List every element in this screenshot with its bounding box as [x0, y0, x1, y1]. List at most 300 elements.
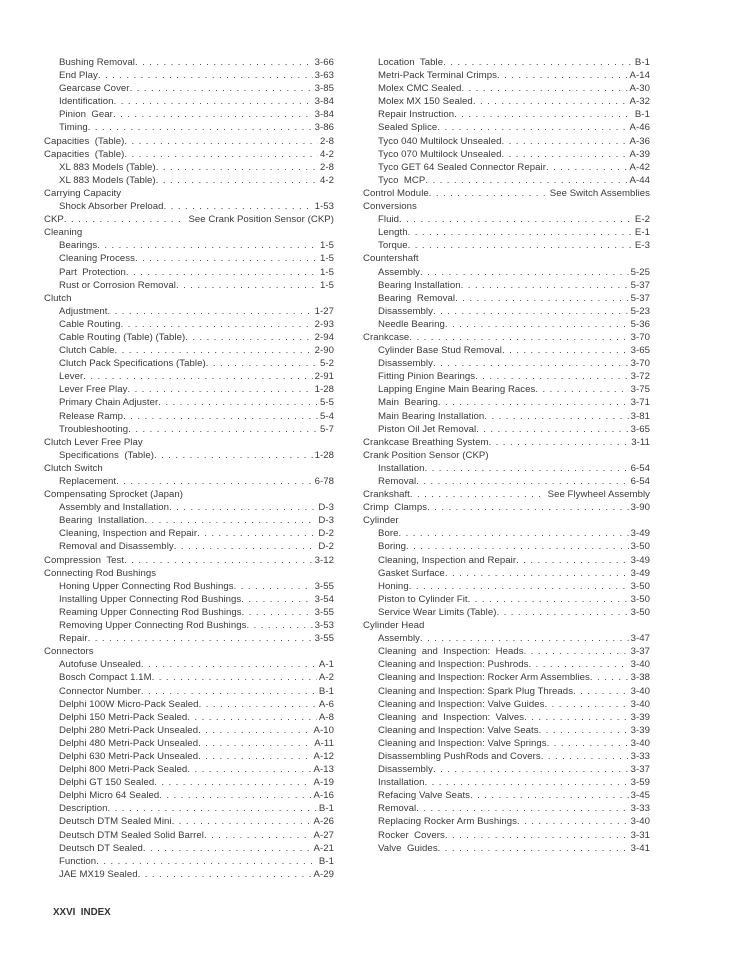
entry-page: A-29	[313, 868, 334, 880]
entry-page: 3-70	[630, 331, 650, 343]
dot-leader	[130, 83, 313, 94]
index-entry	[363, 345, 650, 358]
entry-label: Piston Oil Jet Removal	[378, 423, 477, 435]
index-entry	[44, 411, 334, 424]
dot-leader	[128, 424, 318, 435]
index-entry	[363, 83, 650, 96]
entry-label: Main Bearing Installation	[378, 410, 485, 422]
entry-label: Torque	[378, 240, 408, 252]
dot-leader	[198, 725, 311, 736]
entry-label: Crankcase Breathing System	[363, 436, 489, 448]
index-entry	[363, 358, 650, 371]
dot-leader	[476, 424, 628, 435]
entry-page: 3-37	[630, 646, 650, 658]
entry-page: 3-39	[630, 711, 650, 723]
index-entry	[363, 319, 650, 332]
entry-label: Rust or Corrosion Removal	[59, 279, 176, 291]
entry-page: See Flywheel Assembly	[547, 489, 650, 501]
entry-page: B-1	[318, 803, 334, 815]
dot-leader	[154, 450, 313, 461]
dot-leader	[437, 122, 627, 133]
dot-leader	[199, 699, 317, 710]
entry-label: Molex MX 150 Sealed	[378, 96, 473, 108]
entry-page: 2-93	[314, 318, 334, 330]
index-entry	[363, 437, 650, 450]
dot-leader	[120, 319, 312, 330]
index-entry	[44, 738, 334, 751]
entry-label: Cleaning and Inspection: Valve Guides	[378, 698, 545, 710]
entry-page: 3-38	[630, 672, 650, 684]
index-entry	[363, 712, 650, 725]
dot-leader	[169, 502, 316, 513]
entry-label: Bosch Compact 1.1M	[59, 672, 152, 684]
dot-leader	[127, 384, 312, 395]
dot-leader	[114, 96, 313, 107]
dot-leader	[409, 332, 628, 343]
index-entry	[44, 358, 334, 371]
entry-label: Clutch Pack Specifications (Table)	[59, 358, 206, 370]
index-entry	[44, 240, 334, 253]
dot-leader	[590, 672, 629, 683]
dot-leader	[425, 175, 627, 186]
dot-leader	[176, 280, 318, 291]
entry-label: Deutsch DTM Sealed Mini	[59, 816, 172, 828]
dot-leader	[501, 136, 627, 147]
index-entry	[363, 332, 650, 345]
index-entry	[363, 136, 650, 149]
entry-page: 3-33	[630, 750, 650, 762]
dot-leader	[187, 712, 317, 723]
dot-leader	[143, 843, 312, 854]
dot-leader	[445, 319, 629, 330]
entry-label: Reaming Upper Connecting Rod Bushings	[59, 606, 242, 618]
entry-label: Delphi 150 Metri-Pack Sealed	[59, 711, 188, 723]
index-entry	[44, 437, 334, 450]
entry-label: Function	[59, 855, 97, 867]
entry-page: 3-66	[314, 57, 334, 68]
entry-label: Cleaning and Inspection: Rocker Arm Assemblies	[378, 672, 590, 684]
entry-page: 3-41	[630, 842, 650, 854]
index-entry	[44, 227, 334, 240]
dot-leader	[164, 201, 313, 212]
index-entry	[44, 371, 334, 384]
index-entry	[44, 149, 334, 162]
entry-label: Carrying Capacity	[44, 187, 122, 199]
entry-label: Disassembly	[378, 764, 433, 776]
dot-leader	[524, 712, 629, 723]
entry-page: A-8	[318, 711, 334, 723]
entry-page: 6-54	[630, 462, 650, 474]
entry-label: Bearings	[59, 240, 98, 252]
index-entry	[44, 175, 334, 188]
index-entry	[363, 790, 650, 803]
dot-leader	[408, 227, 633, 238]
index-entry	[44, 620, 334, 633]
entry-label: CKP	[44, 214, 64, 226]
index-entry	[363, 280, 650, 293]
entry-page: 5-25	[630, 266, 650, 278]
entry-label: Gasket Surface	[378, 567, 445, 579]
entry-page: 3-50	[630, 541, 650, 553]
dot-leader	[96, 856, 317, 867]
entry-label: Cleaning and Inspection: Valve Springs	[378, 737, 547, 749]
index-entry	[44, 816, 334, 829]
index-entry	[44, 790, 334, 803]
entry-label: Cylinder Base Stud Removal	[378, 345, 502, 357]
dot-leader	[573, 686, 629, 697]
index-entry	[363, 528, 650, 541]
entry-page: A-21	[313, 842, 334, 854]
entry-label: Fluid	[378, 214, 400, 226]
index-entry	[363, 620, 650, 633]
dot-leader	[83, 371, 312, 382]
entry-label: Delphi 100W Micro-Pack Sealed	[59, 698, 199, 710]
entry-page: 3-75	[630, 384, 650, 396]
entry-label: Cleaning and Inspection: Spark Plug Threads	[378, 685, 574, 697]
entry-label: Crimp Clamps	[363, 502, 428, 514]
index-entry	[363, 541, 650, 554]
entry-page: 3-65	[630, 423, 650, 435]
entry-page: 3-11	[631, 436, 650, 448]
dot-leader	[424, 777, 628, 788]
index-entry	[44, 594, 334, 607]
entry-page: 3-59	[630, 777, 650, 789]
entry-page: 3-85	[314, 83, 334, 95]
dot-leader	[108, 306, 313, 317]
dot-leader	[455, 293, 629, 304]
dot-leader	[135, 253, 318, 264]
index-entry	[44, 306, 334, 319]
index-entry	[44, 843, 334, 856]
dot-leader	[206, 358, 318, 369]
index-entry	[44, 672, 334, 685]
dot-leader	[144, 515, 316, 526]
dot-leader	[152, 672, 317, 683]
entry-label: Troubleshooting	[59, 423, 129, 435]
dot-leader	[470, 790, 629, 801]
dot-leader	[156, 162, 318, 173]
entry-label: Specifications (Table)	[59, 449, 154, 461]
entry-label: Bearing Installation	[378, 279, 461, 291]
dot-leader	[124, 149, 318, 160]
entry-page: 3-72	[630, 371, 650, 383]
dot-leader	[154, 777, 311, 788]
index-entry	[363, 227, 650, 240]
entry-page: 6-54	[630, 476, 650, 487]
entry-label: Adjustment	[59, 305, 108, 317]
index-entry	[44, 686, 334, 699]
entry-page: 3-90	[630, 502, 650, 514]
entry-page: A-1	[318, 659, 334, 671]
entry-label: Tyco 070 Multilock Unsealed	[378, 148, 502, 160]
dot-leader	[539, 725, 629, 736]
index-entry	[44, 633, 334, 646]
entry-page: 3-37	[630, 764, 650, 776]
index-entry	[44, 463, 334, 476]
entry-label: Molex CMC Sealed	[378, 83, 462, 95]
index-column-right	[363, 57, 650, 882]
dot-leader	[496, 607, 628, 618]
index-entry	[363, 607, 650, 620]
dot-leader	[410, 489, 546, 500]
entry-page: See Crank Position Sensor (CKP)	[188, 214, 334, 226]
entry-label: Installing Upper Connecting Rod Bushings	[59, 593, 242, 605]
entry-page: 3-55	[314, 580, 334, 592]
index-entry	[363, 411, 650, 424]
dot-leader	[461, 280, 629, 291]
dot-leader	[141, 659, 317, 670]
index-entry	[363, 659, 650, 672]
dot-leader	[126, 267, 318, 278]
index-entry	[363, 201, 650, 214]
dot-leader	[424, 463, 628, 474]
entry-page: 3-50	[630, 580, 650, 592]
entry-label: Boring	[378, 541, 407, 553]
index-entry	[44, 109, 334, 122]
index-entry	[363, 214, 650, 227]
dot-leader	[406, 541, 629, 552]
entry-label: Refacing Valve Seats	[378, 790, 471, 802]
index-entry	[44, 83, 334, 96]
entry-page: 3-33	[630, 803, 650, 815]
entry-page: 3-12	[314, 554, 334, 566]
entry-label: Delphi 630 Metri-Pack Unsealed	[59, 750, 199, 762]
dot-leader	[475, 371, 628, 382]
entry-page: E-3	[634, 240, 650, 252]
entry-label: Cleaning and Inspection: Pushrods	[378, 659, 529, 671]
entry-label: Lever	[59, 371, 84, 383]
entry-page: D-2	[318, 528, 334, 540]
entry-label: Release Ramp	[59, 410, 124, 422]
entry-label: Gearcase Cover	[59, 83, 130, 95]
entry-label: Cleaning and Inspection: Valves	[378, 711, 525, 723]
entry-label: Removing Upper Connecting Rod Bushings	[59, 620, 247, 632]
entry-page: 2-8	[319, 135, 334, 147]
entry-label: Cleaning, Inspection and Repair	[59, 528, 198, 540]
entry-page: 3-40	[630, 737, 650, 749]
entry-page: 3-65	[630, 345, 650, 357]
index-entry	[44, 201, 334, 214]
index-entry	[363, 149, 650, 162]
entry-page: A-30	[629, 83, 650, 95]
entry-label: Control Module	[363, 187, 429, 199]
index-entry	[363, 555, 650, 568]
index-entry	[363, 830, 650, 843]
entry-page: 3-71	[630, 397, 650, 409]
dot-leader	[115, 345, 313, 356]
page-footer: XXVI INDEX	[53, 907, 111, 918]
entry-page: 3-84	[314, 109, 334, 121]
entry-page: A-13	[313, 764, 334, 776]
entry-label: Installation	[378, 462, 425, 474]
entry-page: 2-90	[314, 345, 334, 357]
dot-leader	[198, 738, 312, 749]
entry-label: Length	[378, 227, 408, 239]
entry-page: 3-55	[314, 606, 334, 618]
entry-label: Description	[59, 803, 108, 815]
entry-label: Primary Chain Adjuster	[59, 397, 159, 409]
entry-label: Fitting Pinion Bearings	[378, 371, 476, 383]
index-entry	[363, 463, 650, 476]
entry-label: Cleaning and Inspection: Valve Seats	[378, 724, 539, 736]
index-entry	[44, 489, 334, 502]
entry-label: Tyco GET 64 Sealed Connector Repair	[378, 161, 546, 173]
index-entry	[363, 816, 650, 829]
entry-page: A-46	[629, 122, 650, 134]
dot-leader	[489, 437, 630, 448]
entry-page: 3-50	[630, 593, 650, 605]
entry-label: Connectors	[44, 646, 94, 658]
dot-leader	[501, 149, 627, 160]
entry-label: Clutch Lever Free Play	[44, 436, 143, 448]
dot-leader	[113, 109, 313, 120]
entry-label: Needle Bearing	[378, 318, 445, 330]
dot-leader	[124, 136, 318, 147]
entry-label: Shock Absorber Preload	[59, 201, 164, 213]
entry-page: A-10	[313, 724, 334, 736]
entry-label: Cable Routing	[59, 318, 121, 330]
dot-leader	[141, 686, 317, 697]
dot-leader	[524, 646, 629, 657]
dot-leader	[234, 581, 313, 592]
entry-label: Capacities (Table)	[44, 135, 125, 147]
index-entry	[363, 476, 650, 489]
entry-label: Clutch Cable	[59, 345, 115, 357]
entry-label: Delphi 480 Metri-Pack Unsealed	[59, 737, 199, 749]
index-entry	[363, 751, 650, 764]
entry-label: JAE MX19 Sealed	[59, 868, 138, 880]
entry-label: Crankcase	[363, 331, 410, 343]
entry-page: 3-50	[630, 606, 650, 618]
dot-leader	[88, 633, 313, 644]
entry-label: Cleaning and Inspection: Heads	[378, 646, 524, 658]
dot-leader	[172, 816, 312, 827]
dot-leader	[409, 581, 629, 592]
index-entry	[44, 136, 334, 149]
index-entry	[44, 699, 334, 712]
index-column-left	[44, 57, 334, 882]
entry-page: 3-84	[314, 96, 334, 108]
index-entry	[363, 699, 650, 712]
index-entry	[44, 424, 334, 437]
index-entry	[363, 240, 650, 253]
index-entry	[363, 450, 650, 463]
entry-label: Disassembly	[378, 305, 433, 317]
index-entry	[363, 96, 650, 109]
entry-page: A-36	[629, 135, 650, 147]
dot-leader	[541, 751, 629, 762]
entry-label: Bushing Removal	[59, 57, 135, 68]
entry-label: Cylinder Head	[363, 620, 425, 632]
entry-label: Compression Test	[44, 554, 125, 566]
dot-leader	[454, 109, 633, 120]
entry-label: Tyco MCP	[378, 174, 426, 186]
entry-label: Bore	[378, 528, 399, 540]
entry-label: Disassembly	[378, 358, 433, 370]
index-entry	[363, 568, 650, 581]
entry-page: A-16	[313, 790, 334, 802]
dot-leader	[517, 816, 629, 827]
dot-leader	[433, 358, 629, 369]
entry-page: 3-70	[630, 358, 650, 370]
index-entry	[44, 476, 334, 489]
dot-leader	[64, 214, 187, 225]
index-entry	[44, 528, 334, 541]
entry-page: 3-49	[630, 554, 650, 566]
dot-leader	[461, 83, 627, 94]
dot-leader	[438, 843, 629, 854]
entry-page: 5-37	[630, 292, 650, 304]
entry-page: 4-2	[319, 148, 334, 160]
entry-label: Main Bearing	[378, 397, 438, 409]
entry-label: Clutch Switch	[44, 462, 103, 474]
entry-label: Assembly	[378, 266, 420, 278]
index-entry	[363, 502, 650, 515]
dot-leader	[546, 162, 628, 173]
index-entry	[363, 371, 650, 384]
index-entry	[44, 332, 334, 345]
dot-leader	[156, 175, 318, 186]
entry-label: Assembly and Installation	[59, 502, 170, 514]
dot-leader	[438, 397, 629, 408]
dot-leader	[98, 70, 313, 81]
entry-page: 2-8	[319, 161, 334, 173]
index-entry	[363, 57, 650, 70]
dot-leader	[241, 594, 312, 605]
entry-label: Honing Upper Connecting Rod Bushings	[59, 580, 234, 592]
entry-page: A-19	[313, 777, 334, 789]
entry-page: 3-40	[630, 698, 650, 710]
entry-label: Repair Instruction	[378, 109, 455, 121]
entry-label: Assembly	[378, 633, 420, 645]
entry-page: 5-5	[319, 397, 334, 409]
dot-leader	[197, 528, 316, 539]
entry-label: Capacities (Table)	[44, 148, 125, 160]
entry-label: Part Protection	[59, 266, 126, 278]
index-entry	[363, 175, 650, 188]
dot-leader	[420, 633, 629, 644]
dot-leader	[502, 345, 629, 356]
dot-leader	[433, 764, 629, 775]
entry-page: A-26	[313, 816, 334, 828]
index-entry	[44, 162, 334, 175]
entry-label: Disassembling PushRods and Covers	[378, 750, 541, 762]
entry-page: 5-7	[319, 423, 334, 435]
entry-label: Removal and Disassembly	[59, 541, 174, 553]
entry-page: E-2	[634, 214, 650, 226]
entry-page: A-2	[318, 672, 334, 684]
entry-label: Tyco 040 Multilock Unsealed	[378, 135, 502, 147]
index-entry	[44, 96, 334, 109]
entry-label: Replacing Rocker Arm Bushings	[378, 816, 518, 828]
entry-page: 3-55	[314, 633, 334, 645]
dot-leader	[185, 332, 312, 343]
entry-page: 3-53	[314, 620, 334, 632]
entry-page: 1-5	[319, 240, 334, 252]
entry-page: 3-40	[630, 816, 650, 828]
entry-label: Autofuse Unsealed	[59, 659, 141, 671]
index-entry	[363, 843, 650, 856]
entry-label: Lever Free Play	[59, 384, 128, 396]
index-entry	[44, 188, 334, 201]
entry-page: E-1	[634, 227, 650, 239]
index-entry	[363, 306, 650, 319]
dot-leader	[420, 267, 629, 278]
entry-label: Sealed Splice	[378, 122, 438, 134]
dot-leader	[174, 541, 317, 552]
dot-leader	[123, 411, 318, 422]
dot-leader	[497, 70, 628, 81]
